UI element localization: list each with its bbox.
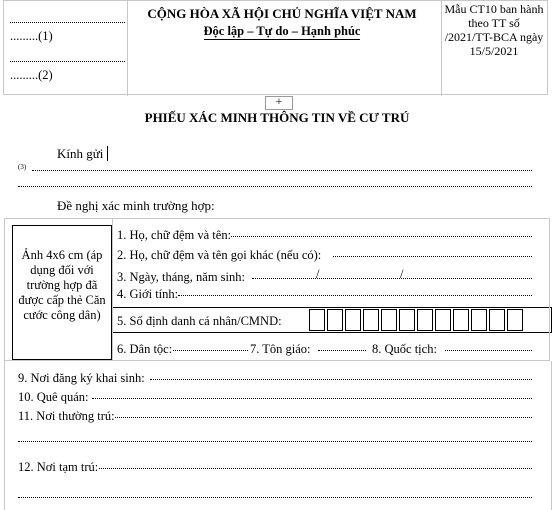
field-12-label: 12. Nơi tạm trú: [18, 460, 99, 474]
agency-line-1: .........(1) [10, 29, 53, 43]
id-digit-box[interactable] [399, 309, 415, 331]
field-11-input-line-2[interactable] [18, 429, 532, 442]
form-code-line: /2021/TT-BCA ngày [444, 30, 544, 44]
request-text: Đề nghị xác minh trường hợp: [57, 198, 215, 213]
field-12-input-line-2[interactable] [18, 485, 532, 498]
field-4-label: 4. Giới tính: [117, 287, 179, 301]
id-digit-box[interactable] [507, 309, 523, 331]
id-digit-box[interactable] [345, 309, 361, 331]
field-11-input[interactable] [107, 407, 532, 418]
id-digit-box[interactable] [489, 309, 505, 331]
field-3-input[interactable] [252, 268, 532, 279]
form-title: PHIẾU XÁC MINH THÔNG TIN VỀ CƯ TRÚ [144, 110, 410, 125]
field-10-input[interactable] [92, 388, 532, 399]
recipient-label: Kính gửi [57, 146, 104, 161]
recipient-ref: (3) [18, 163, 27, 171]
form-code-line: theo TT số [468, 16, 520, 30]
nation-name: CỘNG HÒA XÃ HỘI CHỦ NGHĨA VIỆT NAM [147, 6, 417, 21]
field-7-input[interactable] [318, 340, 366, 351]
field-6-input[interactable] [168, 340, 248, 351]
form-code [441, 2, 547, 58]
form-code-line: 15/5/2021 [469, 44, 519, 58]
recipient-input-line-2[interactable] [18, 178, 532, 187]
field-11-label: 11. Nơi thường trú: [18, 409, 115, 423]
field-3-label: 3. Ngày, tháng, năm sinh: [117, 270, 245, 284]
field-4-input[interactable] [178, 285, 532, 296]
field-8-label: 8. Quốc tịch: [372, 342, 437, 356]
field-1-input[interactable] [225, 226, 532, 237]
field-7-label: 7. Tôn giáo: [250, 342, 311, 356]
motto-wrap [127, 22, 437, 40]
field-6-label: 6. Dân tộc: [117, 342, 173, 356]
id-digit-box[interactable] [309, 309, 325, 331]
id-digit-box[interactable] [435, 309, 451, 331]
identity-table-divider [112, 218, 113, 361]
text-cursor [107, 146, 108, 161]
photo-box: Ảnh 4x6 cm (áp dụng đối với trường hợp đã được cấp thẻ Căn cước công dân) [12, 225, 112, 360]
expand-button[interactable]: + [265, 96, 293, 110]
date-separator: / [316, 267, 320, 281]
id-digit-box[interactable] [363, 309, 379, 331]
field-5-label: 5. Số định danh cá nhân/CMND: [117, 314, 282, 328]
field-8-input[interactable] [445, 340, 532, 351]
field-12-input[interactable] [93, 458, 532, 469]
id-digit-box[interactable] [327, 309, 343, 331]
field-1-label: 1. Họ, chữ đệm và tên: [117, 228, 232, 242]
date-separator: / [400, 267, 404, 281]
agency-line-2: .........(2) [10, 68, 53, 82]
id-digit-box[interactable] [471, 309, 487, 331]
field-9-label: 9. Nơi đăng ký khai sinh: [18, 371, 145, 385]
motto: Độc lập – Tự do – Hạnh phúc [203, 24, 361, 38]
agency-line-mid [10, 49, 125, 62]
agency-line-top [10, 10, 125, 23]
field-9-input[interactable] [150, 369, 532, 380]
field-2-label: 2. Họ, chữ đệm và tên gọi khác (nếu có): [117, 248, 322, 262]
id-digit-box[interactable] [453, 309, 469, 331]
id-digit-box[interactable] [381, 309, 397, 331]
form-code-line: Mẫu CT10 ban hành [444, 2, 544, 16]
id-digit-box[interactable] [417, 309, 433, 331]
field-10-label: 10. Quê quán: [18, 390, 89, 404]
field-2-input[interactable] [333, 246, 532, 257]
recipient-input-line-1[interactable] [32, 162, 532, 171]
